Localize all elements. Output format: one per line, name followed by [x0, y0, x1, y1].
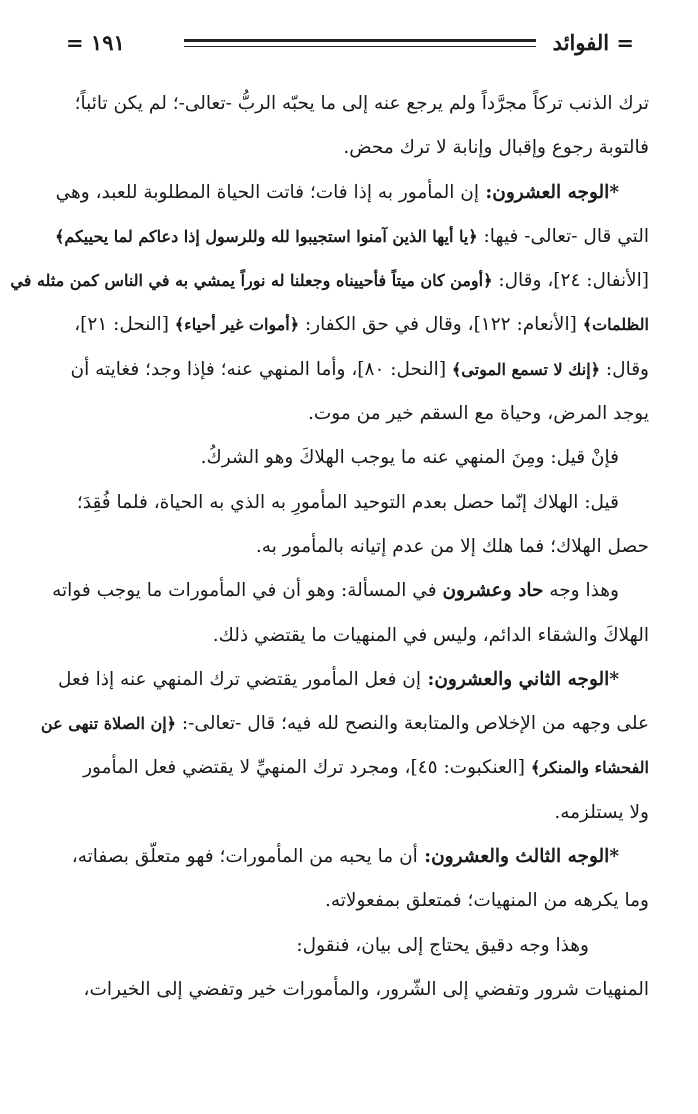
text-line — [10, 259, 649, 303]
text-segment: التي قال -تعالى- فيها: — [477, 225, 649, 247]
text-line — [84, 968, 649, 1012]
section-heading: *الوجه الثاني والعشرون: — [421, 668, 619, 690]
header-rule — [184, 39, 536, 47]
quran-quote: الظلمات﴾ — [582, 315, 649, 335]
text-line — [54, 215, 649, 259]
text-segment: وما يكرهه من المنهيات؛ فمتعلق بمفعولاته. — [324, 890, 649, 912]
text-line — [52, 569, 649, 613]
text-line — [84, 126, 649, 170]
text-segment: أن ما يحبه من المأمورات؛ فهو متعلّق بصفاته، — [71, 846, 418, 868]
text-line — [84, 436, 649, 480]
section-heading: *الوجه العشرون: — [478, 181, 619, 203]
text-segment: [النحل: ٢١]، — [74, 314, 175, 336]
quran-quote: ﴿إن الصلاة تنهى عن — [40, 714, 177, 734]
text-line — [84, 791, 649, 835]
text-segment: الهلاكَ والشقاء الدائم، وليس في المنهيات ما يقتضي ذلك. — [212, 624, 649, 646]
text-line — [71, 835, 649, 879]
quran-quote: ﴿أموات غير أحياء﴾ — [174, 315, 300, 335]
text-line — [74, 82, 649, 126]
quran-quote: ﴿يا أيها الذين آمنوا استجيبوا لله وللرسول إذا دعاكم لما يحييكم﴾ — [54, 226, 478, 246]
running-header — [66, 30, 634, 60]
text-line — [40, 702, 649, 746]
text-segment: وهذا وجه — [543, 580, 619, 602]
text-segment: وقال: — [600, 358, 649, 380]
text-line — [55, 171, 649, 215]
text-line — [84, 392, 649, 436]
text-segment: إن فعل المأمور يقتضي ترك المنهي عنه إذا فعل — [57, 668, 422, 690]
text-segment: المنهيات شرور وتفضي إلى الشّرور، والمأمورات خير وتفضي إلى الخيرات، — [83, 978, 649, 1000]
section-heading: *الوجه الثالث والعشرون: — [417, 846, 619, 868]
text-segment: وهذا وجه دقيق يحتاج إلى بيان، فنقول: — [296, 934, 589, 956]
text-segment: ولا يستلزمه. — [554, 801, 649, 823]
text-segment: قيل: الهلاك إنّما حصل بعدم التوحيد المأمورِ به الذي به الحياة، فلما فُقِدَ؛ — [76, 491, 619, 513]
quran-quote: ﴿إنك لا تسمع الموتى﴾ — [451, 359, 601, 379]
quran-quote: ﴿أومن كان ميتاً فأحييناه وجعلنا له نوراً يمشي به في الناس كمن مثله في — [10, 271, 493, 291]
text-line — [84, 525, 649, 569]
page-number: ١٩١ = — [66, 30, 125, 55]
book-title: = الفوائد — [552, 30, 634, 55]
text-segment: على وجهه من الإخلاص والمتابعة والنصح لله فيه؛ قال -تعالى-: — [176, 713, 649, 735]
text-line — [84, 924, 649, 968]
text-segment: في المسألة: وهو أن في المأمورات ما يوجب فواته — [52, 580, 443, 602]
text-line — [84, 614, 649, 658]
text-segment: يوجد المرض، وحياة مع السقم خير من موت. — [307, 403, 649, 425]
text-segment: فالتوبة رجوع وإقبال وإنابة لا ترك محض. — [343, 137, 649, 159]
text-segment: فإنْ قيل: ومِنَ المنهي عنه ما يوجب الهلاكَ وهو الشركُ. — [200, 447, 619, 469]
text-line — [76, 481, 649, 525]
section-heading: حاد وعشرون — [442, 580, 544, 602]
text-segment: ترك الذنب تركاً مجرَّداً ولم يرجع عنه إلى ما يحبّه الربُّ -تعالى-؛ لم يكن تائباً؛ — [74, 93, 649, 114]
text-segment: حصل الهلاك؛ فما هلك إلا من عدم إتيانه بالمأمور به. — [255, 535, 649, 557]
text-line — [57, 658, 649, 702]
text-segment: [النحل: ٨٠]، وأما المنهي عنه؛ فإذا وجد؛ فغايته أن — [70, 358, 452, 380]
text-segment: إن المأمور به إذا فات؛ فاتت الحياة المطلوبة للعبد، وهي — [55, 181, 479, 203]
text-line — [84, 746, 649, 790]
text-segment: [الأنعام: ١٢٢]، وقال في حق الكفار: — [299, 314, 583, 336]
page-body — [10, 82, 649, 1012]
text-line — [84, 879, 649, 923]
text-line — [70, 348, 649, 392]
text-segment: [العنكبوت: ٤٥]، ومجرد ترك المنهيِّ لا يقتضي فعل المأمور — [83, 757, 531, 779]
text-line — [74, 303, 649, 347]
text-segment: [الأنفال: ٢٤]، وقال: — [492, 270, 649, 292]
quran-quote: الفحشاء والمنكر﴾ — [530, 758, 649, 778]
